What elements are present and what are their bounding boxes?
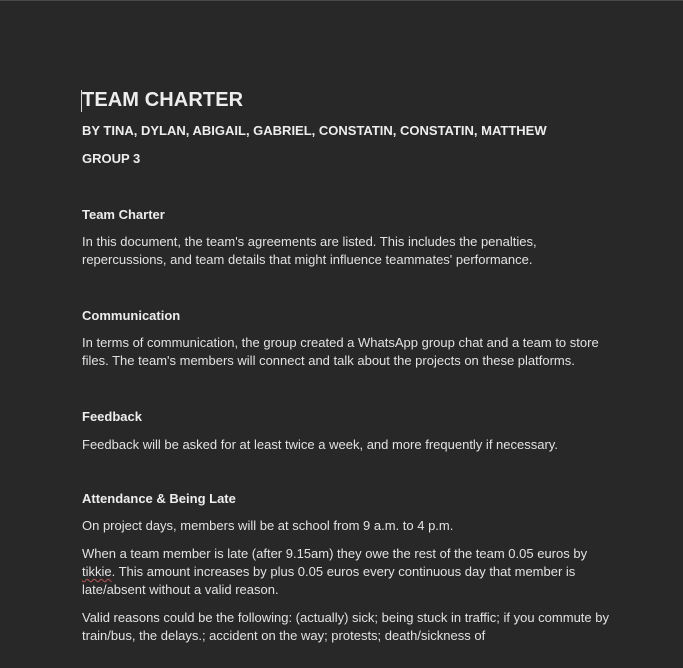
section-paragraph[interactable]: Valid reasons could be the following: (actually) sick; being stuck in traffic; if you commute by train/bus, the delays.; accident on the way; protests; death/sickness of — [82, 610, 609, 643]
paragraph-text: When a team member is late (after 9.15am) they owe the rest of the team 0.05 euros by — [82, 546, 588, 561]
document-page[interactable] — [0, 1, 683, 668]
section-paragraph[interactable]: In terms of communication, the group created a WhatsApp group chat and a team to store files. The team's members will connect and talk about the projects on these platforms. — [82, 335, 599, 368]
paragraph-text: . This amount increases by plus 0.05 euros every continuous day that member is late/absent without a valid reason. — [82, 564, 576, 597]
misspelled-word[interactable]: tikkie — [82, 564, 112, 579]
section-paragraph[interactable]: Feedback will be asked for at least twice a week, and more frequently if necessary. — [82, 437, 558, 452]
document-group[interactable]: GROUP 3 — [82, 151, 141, 166]
section-paragraph[interactable] — [82, 545, 622, 599]
document-authors[interactable]: BY TINA, DYLAN, ABIGAIL, GABRIEL, CONSTATIN, CONSTATIN, MATTHEW — [82, 123, 547, 138]
section-heading-attendance[interactable]: Attendance & Being Late — [82, 491, 236, 506]
document-title[interactable]: TEAM CHARTER — [82, 89, 244, 111]
section-heading-communication[interactable]: Communication — [82, 308, 181, 323]
section-heading-feedback[interactable]: Feedback — [82, 409, 142, 424]
document-body[interactable] — [82, 87, 622, 645]
section-paragraph[interactable]: In this document, the team's agreements are listed. This includes the penalties, repercussions, and team details that might influence teammates' performance. — [82, 234, 537, 267]
section-paragraph[interactable]: On project days, members will be at school from 9 a.m. to 4 p.m. — [82, 518, 454, 533]
section-heading-team-charter[interactable]: Team Charter — [82, 207, 165, 222]
